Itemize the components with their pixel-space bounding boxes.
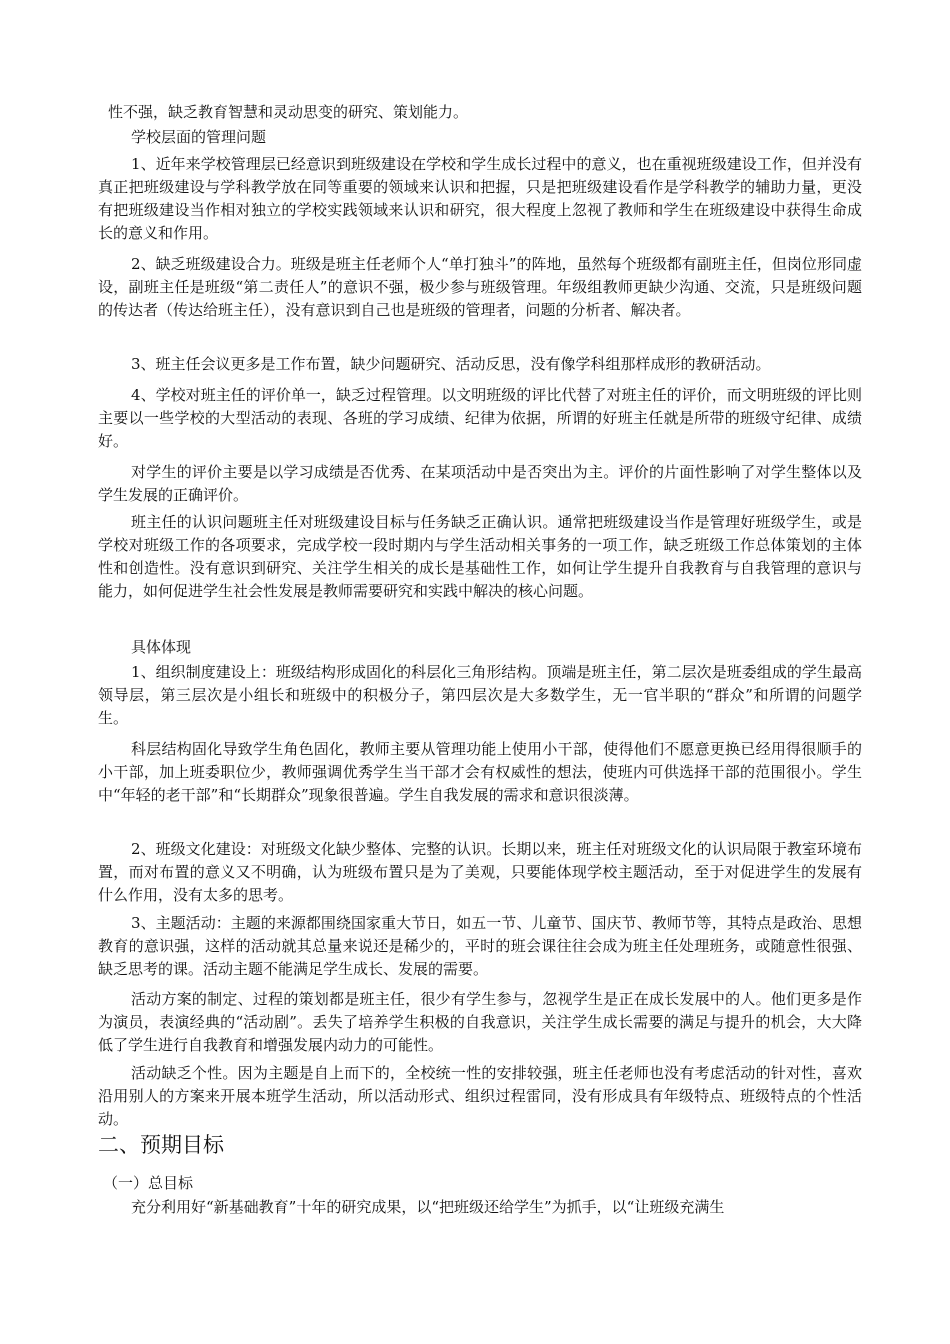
subsection-heading: （一）总目标 (103, 1174, 194, 1192)
paragraph-school-issue-1: 1、近年来学校管理层已经意识到班级建设在学校和学生成长过程中的意义，也在重视班级建设工作，但并没有真正把班级建设与学科教学放在同等重要的领域来认识和把握，只是把班级建设看作是学科教学的辅助力量，更没有把班级建设当作相对独立的学校实践领域来认识和研究，很大程度上忽视了教师和学生在班级建设中获得生命成长的意义和作用。 (98, 155, 862, 242)
paragraph-student-evaluation: 对学生的评价主要是以学习成绩是否优秀、在某项活动中是否突出为主。评价的片面性影响了对学生整体以及学生发展的正确评价。 (98, 463, 862, 504)
paragraph-school-issue-3: 3、班主任会议更多是工作布置，缺少问题研究、活动反思，没有像学科组那样成形的教研活动。 (131, 355, 771, 373)
paragraph-school-management-heading: 学校层面的管理问题 (131, 128, 267, 146)
paragraph-specific-manifestations-heading: 具体体现 (131, 638, 192, 656)
section-heading: 二、预期目标 (98, 1133, 224, 1157)
paragraph-school-issue-4: 4、学校对班主任的评价单一，缺乏过程管理。以文明班级的评比代替了对班主任的评价，而文明班级的评比则主要以一些学校的大型活动的表现、各班的学习成绩、纪律为依据，所谓的好班主任就是所带的班级守纪律、成绩好。 (98, 386, 862, 450)
paragraph-overall-goal: 充分利用好“新基础教育”十年的研究成果，以“把班级还给学生”为抓手，以“让班级充满生 (131, 1198, 725, 1216)
paragraph-organization-structure: 1、组织制度建设上：班级结构形成固化的科层化三角形结构。顶端是班主任，第二层次是班委组成的学生最高领导层，第三层次是小组长和班级中的积极分子，第四层次是大多数学生，无一官半职的“群众”和所谓的问题学生。 (98, 663, 862, 727)
paragraph-teacher-awareness: 班主任的认识问题班主任对班级建设目标与任务缺乏正确认识。通常把班级建设当作是管理好班级学生，或是学校对班级工作的各项要求，完成学校一段时期内与学生活动相关事务的一项工作，缺乏班级工作总体策划的主体性和创造性。没有意识到研究、关注学生相关的成长是基础性工作，如何让学生提升自我教育与自我管理的意识与能力，如何促进学生社会性发展是教师需要研究和实践中解决的核心问题。 (98, 513, 862, 600)
paragraph-theme-activities: 3、主题活动：主题的来源都围绕国家重大节日，如五一节、儿童节、国庆节、教师节等，其特点是政治、思想教育的意识强，这样的活动就其总量来说还是稀少的，平时的班会课往往会成为班主任处理班务，或随意性很强、缺乏思考的课。活动主题不能满足学生成长、发展的需要。 (98, 914, 862, 978)
paragraph-activity-planning: 活动方案的制定、过程的策划都是班主任，很少有学生参与，忽视学生是正在成长发展中的人。他们更多是作为演员，表演经典的“活动剧”。丢失了培养学生积极的自我意识，关注学生成长需要的满足与提升的机会，大大降低了学生进行自我教育和增强发展内动力的可能性。 (98, 990, 862, 1054)
paragraph-school-issue-2: 2、缺乏班级建设合力。班级是班主任老师个人“单打独斗”的阵地，虽然每个班级都有副班主任，但岗位形同虚设，副班主任是班级“第二责任人”的意识不强，极少参与班级管理。年级组教师更缺少沟通、交流，只是班级问题的传达者（传达给班主任），没有意识到自己也是班级的管理者，问题的分析者、解决者。 (98, 255, 862, 319)
paragraph-class-culture: 2、班级文化建设：对班级文化缺少整体、完整的认识。长期以来，班主任对班级文化的认识局限于教室环境布置，而对布置的意义又不明确，认为班级布置只是为了美观，只要能体现学校主题活动，至于对促进学生的发展有什么作用，没有太多的思考。 (98, 840, 862, 904)
paragraph-continuation: 性不强，缺乏教育智慧和灵动思变的研究、策划能力。 (108, 103, 469, 121)
paragraph-activity-individuality: 活动缺乏个性。因为主题是自上而下的，全校统一性的安排较强，班主任老师也没有考虑活动的针对性，喜欢沿用别人的方案来开展本班学生活动，所以活动形式、组织过程雷同，没有形成具有年级特点、班级特点的个性活动。 (98, 1064, 862, 1128)
paragraph-hierarchy-rigidity: 科层结构固化导致学生角色固化，教师主要从管理功能上使用小干部，使得他们不愿意更换已经用得很顺手的小干部，加上班委职位少，教师强调优秀学生当干部才会有权威性的想法，使班内可供选择干部的范围很小。学生中“年轻的老干部”和“长期群众”现象很普遍。学生自我发展的需求和意识很淡薄。 (98, 740, 862, 804)
